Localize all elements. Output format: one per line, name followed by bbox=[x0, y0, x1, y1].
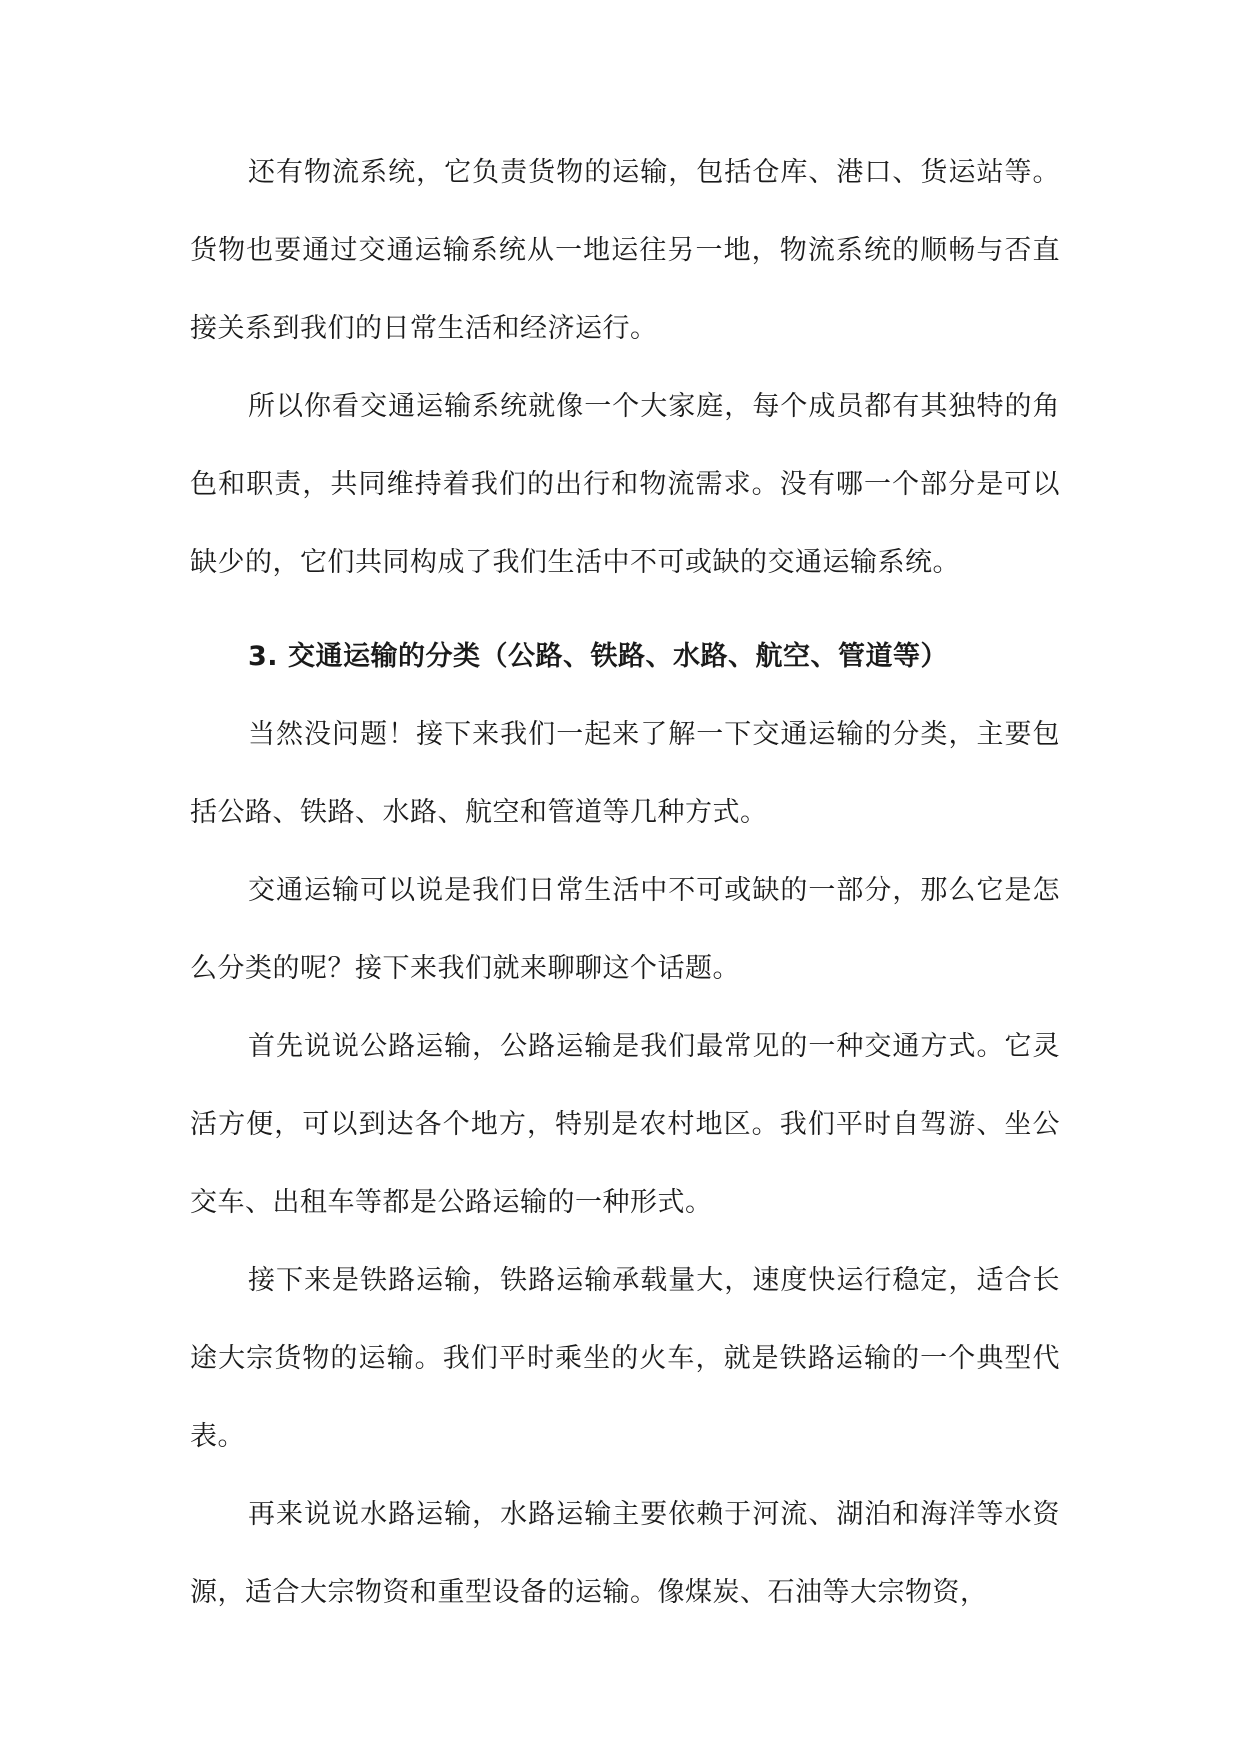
paragraph-logistics-system: 还有物流系统，它负责货物的运输，包括仓库、港口、货运站等。货物也要通过交通运输系统从一地运往另一地，物流系统的顺畅与否直接关系到我们的日常生活和经济运行。 bbox=[190, 157, 1060, 344]
section-heading: 3. 交通运输的分类（公路、铁路、水路、航空、管道等） bbox=[248, 641, 948, 672]
paragraph-classification-question: 交通运输可以说是我们日常生活中不可或缺的一部分，那么它是怎么分类的呢？接下来我们就来聊聊这个话题。 bbox=[190, 875, 1060, 984]
paragraph-road-transport: 首先说说公路运输，公路运输是我们最常见的一种交通方式。它灵活方便，可以到达各个地方，特别是农村地区。我们平时自驾游、坐公交车、出租车等都是公路运输的一种形式。 bbox=[190, 1031, 1060, 1218]
paragraph-transport-family: 所以你看交通运输系统就像一个大家庭，每个成员都有其独特的角色和职责，共同维持着我们的出行和物流需求。没有哪一个部分是可以缺少的，它们共同构成了我们生活中不可或缺的交通运输系统。 bbox=[190, 391, 1060, 578]
paragraph-rail-transport: 接下来是铁路运输，铁路运输承载量大，速度快运行稳定，适合长途大宗货物的运输。我们平时乘坐的火车，就是铁路运输的一个典型代表。 bbox=[190, 1265, 1060, 1452]
paragraph-classification-intro: 当然没问题！接下来我们一起来了解一下交通运输的分类，主要包括公路、铁路、水路、航空和管道等几种方式。 bbox=[190, 719, 1060, 828]
paragraph-water-transport: 再来说说水路运输，水路运输主要依赖于河流、湖泊和海洋等水资源，适合大宗物资和重型设备的运输。像煤炭、石油等大宗物资， bbox=[190, 1499, 1060, 1608]
